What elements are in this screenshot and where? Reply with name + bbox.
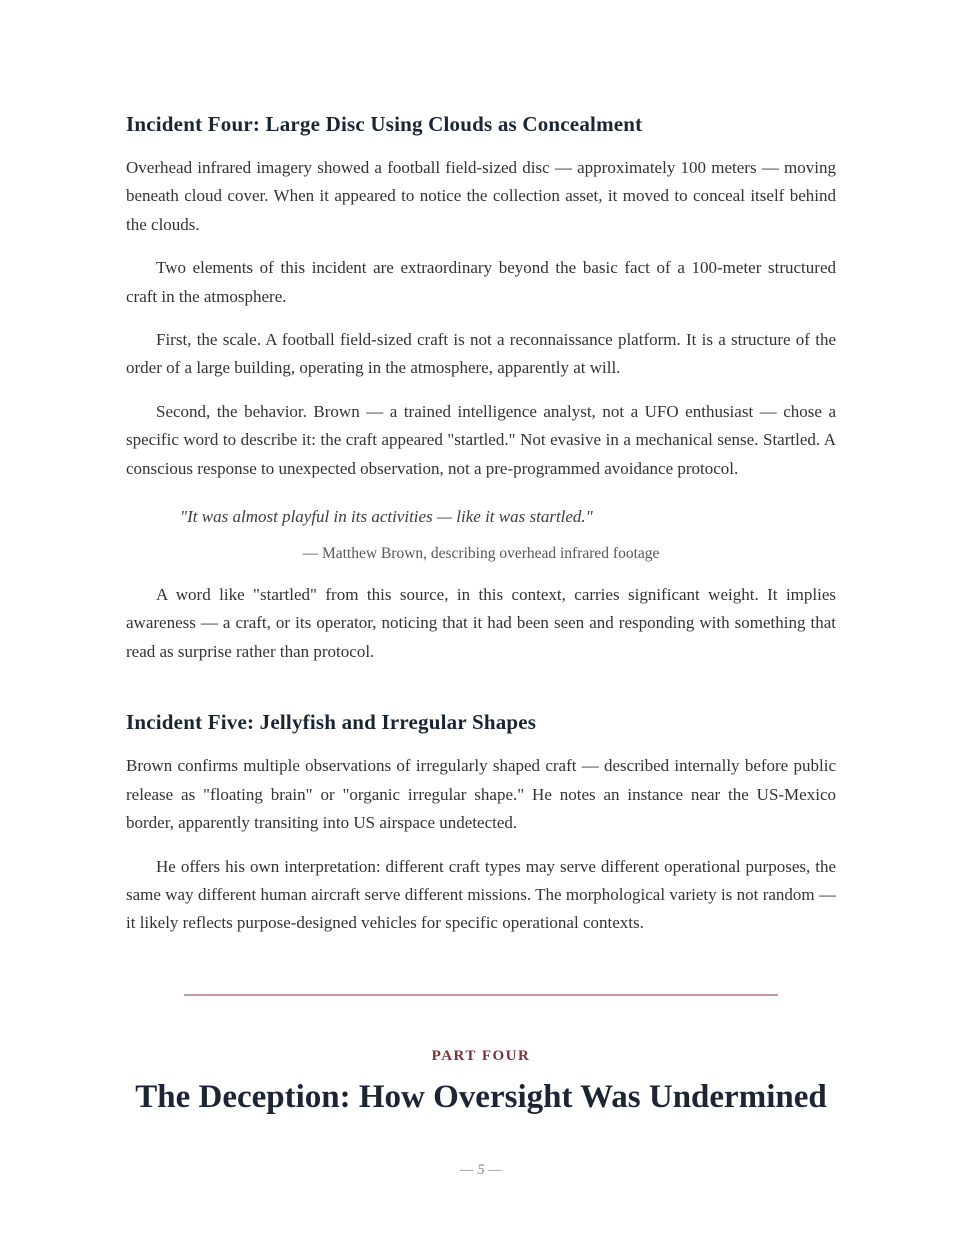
incident-five-heading: Incident Five: Jellyfish and Irregular Shapes	[126, 710, 537, 735]
incident-four-heading: Incident Four: Large Disc Using Clouds as Concealment	[126, 112, 643, 136]
part-four-title: The Deception: How Oversight Was Undermined	[135, 1078, 827, 1115]
page-number: — 5 —	[460, 1161, 502, 1178]
pull-quote-attribution: — Matthew Brown, describing overhead infrared footage	[302, 545, 660, 563]
pull-quote-block	[126, 504, 836, 565]
incident-four-paragraph-3: First, the scale. A football field-sized craft is not a reconnaissance platform. It is a structure of the order of a large building, operating in the atmosphere, apparently at will.	[126, 330, 836, 378]
incident-four-paragraph-1: Overhead infrared imagery showed a football field-sized disc — approximately 100 meters — moving beneath cloud cover. When it appeared to notice the collection asset, it moved to conceal itself behind the clouds.	[126, 158, 836, 234]
incident-five-paragraph-1: Brown confirms multiple observations of irregularly shaped craft — described internally before public release as "floating brain" or "organic irregular shape." He notes an instance near the US-Mexico border, apparently transiting into US airspace undetected.	[126, 756, 836, 833]
incident-five-paragraph-2: He offers his own interpretation: different craft types may serve different operational purposes, the same way different human aircraft serve different missions. The morphological variety is not random — it likely reflects purpose-designed vehicles for specific operational contexts.	[126, 856, 836, 933]
pull-quote-text: "It was almost playful in its activities — like it was startled."	[180, 507, 593, 527]
part-four-kicker: PART FOUR	[431, 1047, 531, 1064]
section-divider-rule	[184, 994, 778, 996]
incident-four-paragraph-5: A word like "startled" from this source, in this context, carries significant weight. It implies awareness — a craft, or its operator, noticing that it had been seen and responding with something that read as surprise rather than protocol.	[126, 585, 836, 661]
incident-four-paragraph-2: Two elements of this incident are extraordinary beyond the basic fact of a 100-meter structured craft in the atmosphere.	[126, 258, 836, 306]
incident-four-paragraph-4: Second, the behavior. Brown — a trained intelligence analyst, not a UFO enthusiast — chose a specific word to describe it: the craft appeared "startled." Not evasive in a mechanical sense. Startled. A conscious response to unexpected observation, not a pre-programmed avoidance protocol.	[126, 401, 836, 478]
